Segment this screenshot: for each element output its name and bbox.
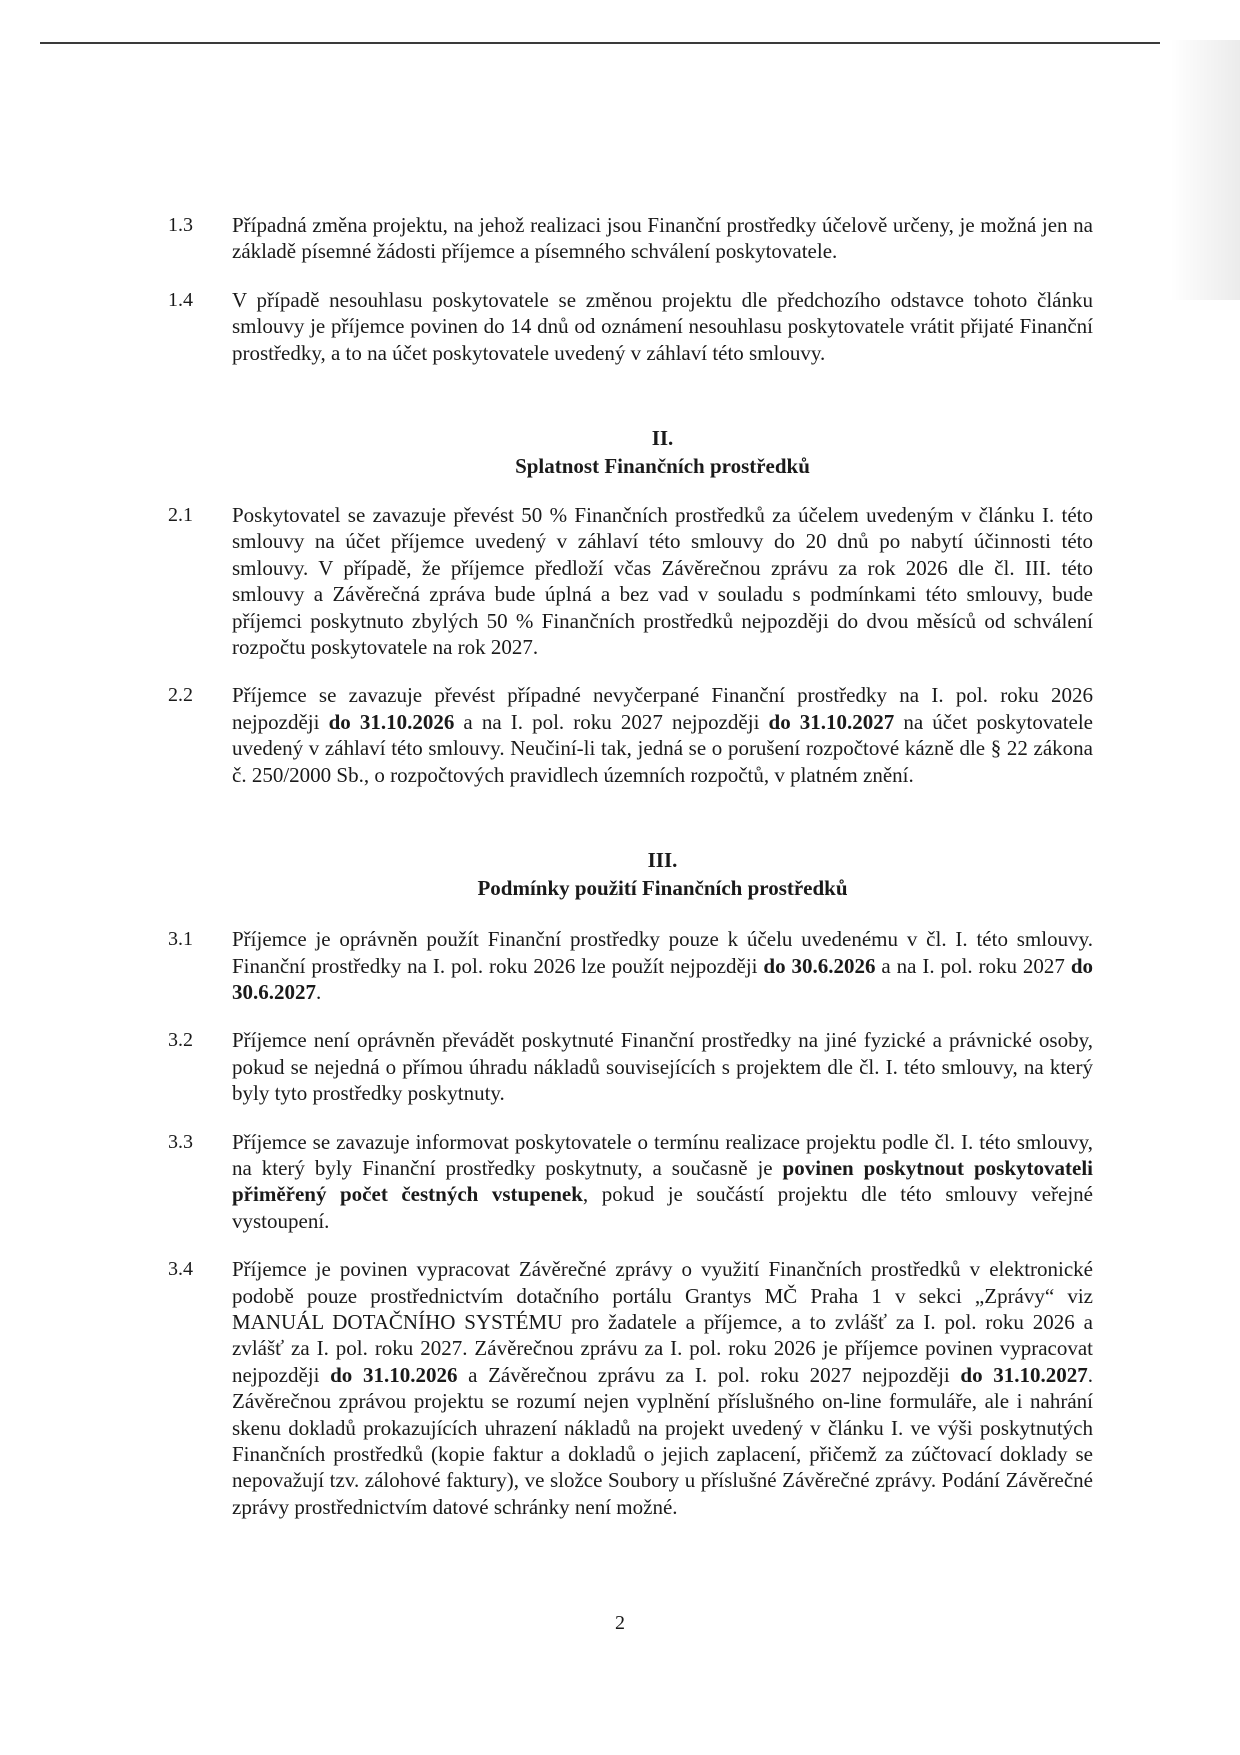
clause-number: 2.2 <box>168 684 193 707</box>
article-title: Podmínky použití Finančních prostředků <box>477 876 848 901</box>
clause-number: 3.1 <box>168 928 193 951</box>
clause-number: 1.4 <box>168 288 193 311</box>
clause-number: 3.2 <box>168 1029 193 1052</box>
deadline-date: do 30.6.2027 <box>232 953 1093 1004</box>
clause-text: Příjemce se zavazuje informovat poskytovatele o termínu realizace projektu podle čl. I. této smlouvy, na který byly Finanční prostředky poskytnuty, a současně je <box>232 1129 1093 1180</box>
clause-text: Příjemce je oprávněn použít Finanční prostředky pouze k účelu uvedenému v čl. I. této smlouvy. Finanční prostředky na I. pol. roku 2026 lze použít nejpozději <box>232 927 1093 978</box>
clause-number: 3.4 <box>168 1258 193 1281</box>
article-iii-heading <box>168 846 1093 902</box>
clause-text: a na I. pol. roku 2027 <box>875 953 1071 978</box>
article-title: Splatnost Finančních prostředků <box>515 454 810 479</box>
scan-top-rule <box>40 42 1160 44</box>
clause-text: , pokud je součástí projektu dle této smlouvy veřejné vystoupení. <box>232 1182 1093 1233</box>
page-number: 2 <box>615 1612 625 1634</box>
clause-3-2 <box>168 1027 1093 1106</box>
clause-3-1 <box>168 926 1093 1005</box>
clause-1-4 <box>168 287 1093 366</box>
clause-text: Příjemce se zavazuje převést případné nevyčerpané Finanční prostředky na I. pol. roku 2026 nejpozději <box>232 683 1093 734</box>
clause-text: . Závěrečnou zprávou projektu se rozumí nejen vyplnění příslušného on-line formuláře, ale i nahrání skenu dokladů prokazujících uhrazení nákladů na projekt uvedený v článku I. ve výši poskytnutých Finančních prostředků (kopie faktur a dokladů o jejich zaplacení, přičemž za zúčtovací doklady se nepovažují tzv. zálohové faktury), ve složce Soubory u příslušné Závěrečné zprávy. Podání Závěrečné zprávy prostřednictvím datové schránky není možné. <box>232 1362 1093 1519</box>
article-numeral: II. <box>651 426 674 451</box>
clause-text: Případná změna projektu, na jehož realizaci jsou Finanční prostředky účelově určeny, je možná jen na základě písemné žádosti příjemce a písemného schválení poskytovatele. <box>232 213 1093 264</box>
clause-number: 1.3 <box>168 214 193 236</box>
deadline-date: do 31.10.2027 <box>960 1362 1088 1387</box>
clause-2-2 <box>168 682 1093 788</box>
clause-text: a na I. pol. roku 2027 nejpozději <box>454 709 769 734</box>
document-body <box>168 212 1093 1542</box>
deadline-date: do 30.6.2026 <box>763 953 876 978</box>
clause-number: 3.3 <box>168 1130 193 1153</box>
clause-text: a Závěrečnou zprávu za I. pol. roku 2027 nejpozději <box>457 1362 961 1387</box>
clause-text: Příjemce je povinen vypracovat Závěrečné zprávy o využití Finančních prostředků v elektronické podobě pouze prostřednictvím dotačního portálu Grantys MČ Praha 1 v sekci „Zprávy“ viz MANUÁL DOTAČNÍHO SYSTÉMU pro žadatele a příjemce, a to zvlášť za I. pol. roku 2026 a zvlášť za I. pol. roku 2027. Závěrečnou zprávu za I. pol. roku 2026 je příjemce povinen vypracovat nejpozději <box>232 1257 1093 1387</box>
article-numeral: III. <box>647 848 678 873</box>
clause-text: na účet poskytovatele uvedený v záhlaví této smlouvy. Neučiní-li tak, jedná se o porušení rozpočtové kázně dle § 22 zákona č. 250/2000 Sb., o rozpočtových pravidlech územních rozpočtů, v platném znění. <box>232 709 1094 787</box>
clause-3-3 <box>168 1129 1093 1235</box>
deadline-date: do 31.10.2026 <box>328 709 455 734</box>
clause-text: Poskytovatel se zavazuje převést 50 % Finančních prostředků za účelem uvedeným v článku I. této smlouvy na účet příjemce uvedený v záhlaví této smlouvy do 20 dnů po nabytí účinnosti této smlouvy. V případě, že příjemce předloží včas Závěrečnou zprávu za rok 2026 dle čl. III. této smlouvy a Závěrečná zpráva bude úplná a bez vad v souladu s podmínkami této smlouvy, bude příjemci poskytnuto zbylých 50 % Finančních prostředků nejpozději do dvou měsíců od schválení rozpočtu poskytovatele na rok 2027. <box>232 503 1093 660</box>
scan-corner-shadow <box>1170 40 1240 300</box>
deadline-date: do 31.10.2027 <box>768 709 895 734</box>
deadline-date: do 31.10.2026 <box>330 1362 458 1387</box>
clause-number: 2.1 <box>168 504 193 527</box>
clause-text: Příjemce není oprávněn převádět poskytnuté Finanční prostředky na jiné fyzické a právnické osoby, pokud se nejedná o přímou úhradu nákladů souvisejících s projektem dle čl. I. této smlouvy, na který byly tyto prostředky poskytnuty. <box>232 1028 1093 1106</box>
clause-3-4 <box>168 1256 1093 1520</box>
article-ii-heading <box>168 424 1093 480</box>
clause-text: V případě nesouhlasu poskytovatele se změnou projektu dle předchozího odstavce tohoto článku smlouvy je příjemce povinen do 14 dnů od oznámení nesouhlasu poskytovatele vrátit přijaté Finanční prostředky, a to na účet poskytovatele uvedený v záhlaví této smlouvy. <box>232 287 1093 365</box>
clause-2-1 <box>168 502 1093 660</box>
clause-text: . <box>316 979 322 1004</box>
emphasis-text: povinen poskytnout poskytovateli přiměřený počet čestných vstupenek <box>232 1155 1093 1207</box>
clause-1-3 <box>168 212 1093 265</box>
